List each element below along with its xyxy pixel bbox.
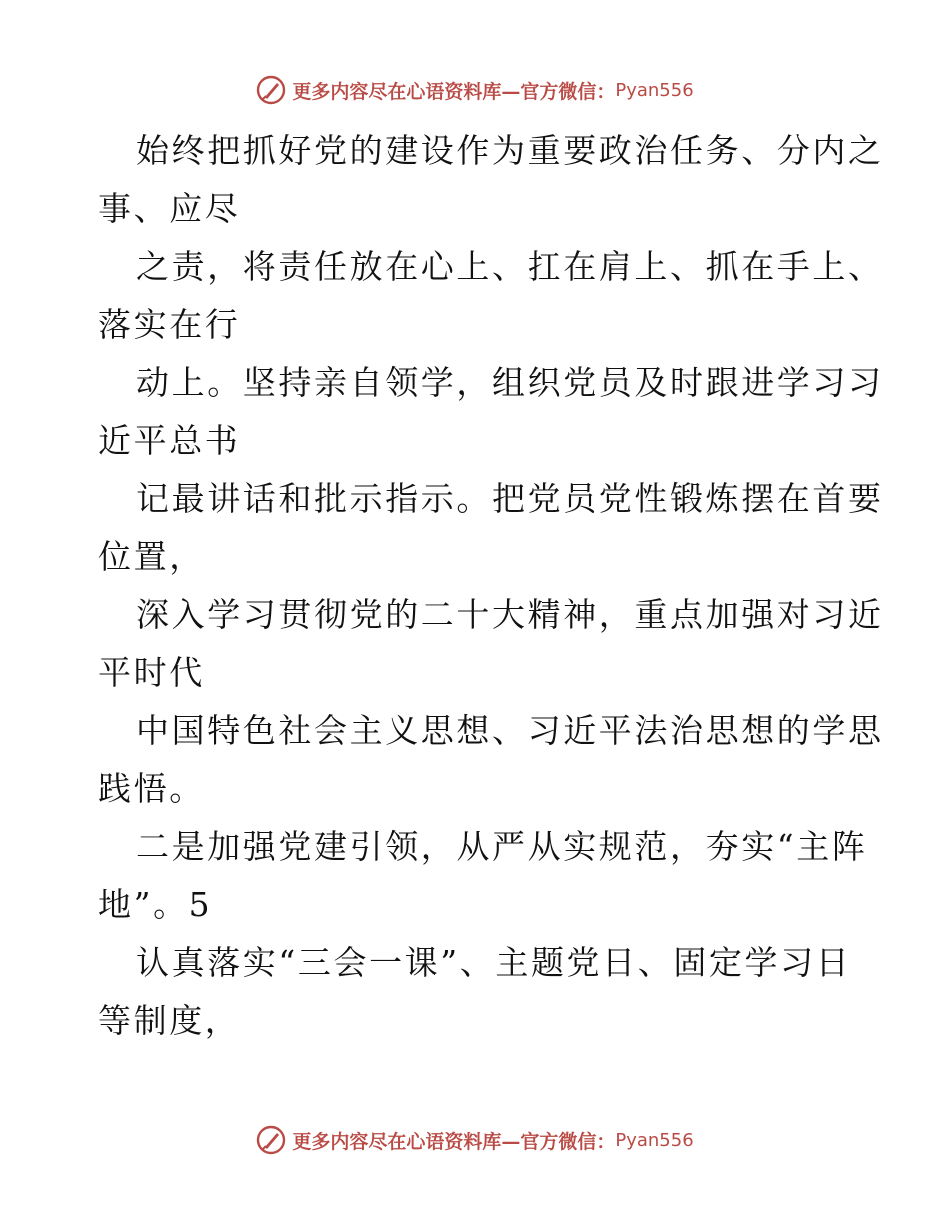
- watermark-text: 更多内容尽在心语资料库—官方微信：: [292, 1130, 616, 1153]
- text-line: 记最讲话和批示指示。把党员党性锻炼摆在首要: [136, 479, 884, 518]
- quill-logo-icon: [256, 1125, 286, 1155]
- text-line: 平时代: [98, 653, 205, 692]
- watermark-wechat-id: Pyan556: [615, 1129, 694, 1151]
- text-line: 认真落实“三会一课”、主题党日、固定学习日: [136, 943, 852, 982]
- quill-logo-icon: [256, 75, 286, 105]
- text-line: 等制度，: [98, 1001, 241, 1040]
- text-line: 深入学习贯彻党的二十大精神，重点加强对习近: [136, 595, 884, 634]
- text-line: 中国特色社会主义思想、习近平法治思想的学思: [136, 711, 884, 750]
- footer-watermark: [0, 1120, 950, 1160]
- text-line: 落实在行: [98, 305, 241, 344]
- text-line: 事、应尽: [98, 189, 241, 228]
- text-line: 近平总书: [98, 421, 241, 460]
- watermark-text: 更多内容尽在心语资料库—官方微信：: [292, 80, 616, 103]
- text-line: 地”。5: [98, 885, 213, 924]
- text-line: 动上。坚持亲自领学，组织党员及时跟进学习习: [136, 363, 884, 402]
- document-body: [98, 122, 884, 1050]
- text-line: 践悟。: [98, 769, 205, 808]
- text-line: 之责，将责任放在心上、扛在肩上、抓在手上、: [136, 247, 884, 286]
- watermark-wechat-id: Pyan556: [615, 79, 694, 101]
- text-line: 位置，: [98, 537, 205, 576]
- text-line: 始终把抓好党的建设作为重要政治任务、分内之: [136, 131, 884, 170]
- header-watermark: [0, 70, 950, 110]
- text-line: 二是加强党建引领，从严从实规范，夯实“主阵: [136, 827, 868, 866]
